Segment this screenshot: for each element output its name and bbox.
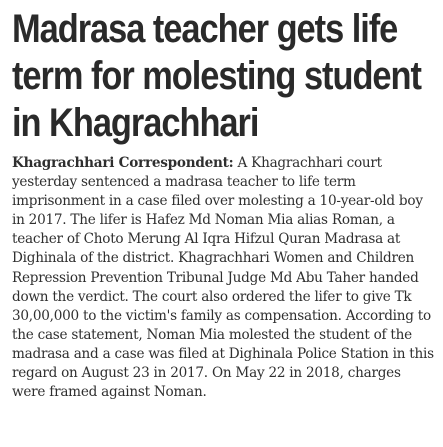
news-article — [12, 6, 434, 402]
article-dateline: Khagrachhari Correspondent: — [12, 155, 234, 171]
article-headline: Madrasa teacher gets life term for molesting student in Khagrachhari — [12, 7, 421, 145]
article-body — [12, 154, 434, 402]
article-body-text: A Khagrachhari court yesterday sentenced a madrasa teacher to life term imprisonment in a case filed over molesting a 10-year-old boy in 2017. The lifer is Hafez Md Noman Mia alias Roman, a teacher of Choto Merung Al Iqra Hifzul Quran Madrasa at Dighinala of the district. Khagrachhari Women and Children Repression Prevention Tribunal Judge Md Abu Taher handed down the verdict. The court also ordered the lifer to give Tk 30,00,000 to the victim's family as compensation. According to the case statement, Noman Mia molested the student of the madrasa and a case was filed at Dighinala Police Station in this regard on August 23 in 2017. On May 22 in 2018, charges were framed against Noman. — [12, 155, 434, 401]
